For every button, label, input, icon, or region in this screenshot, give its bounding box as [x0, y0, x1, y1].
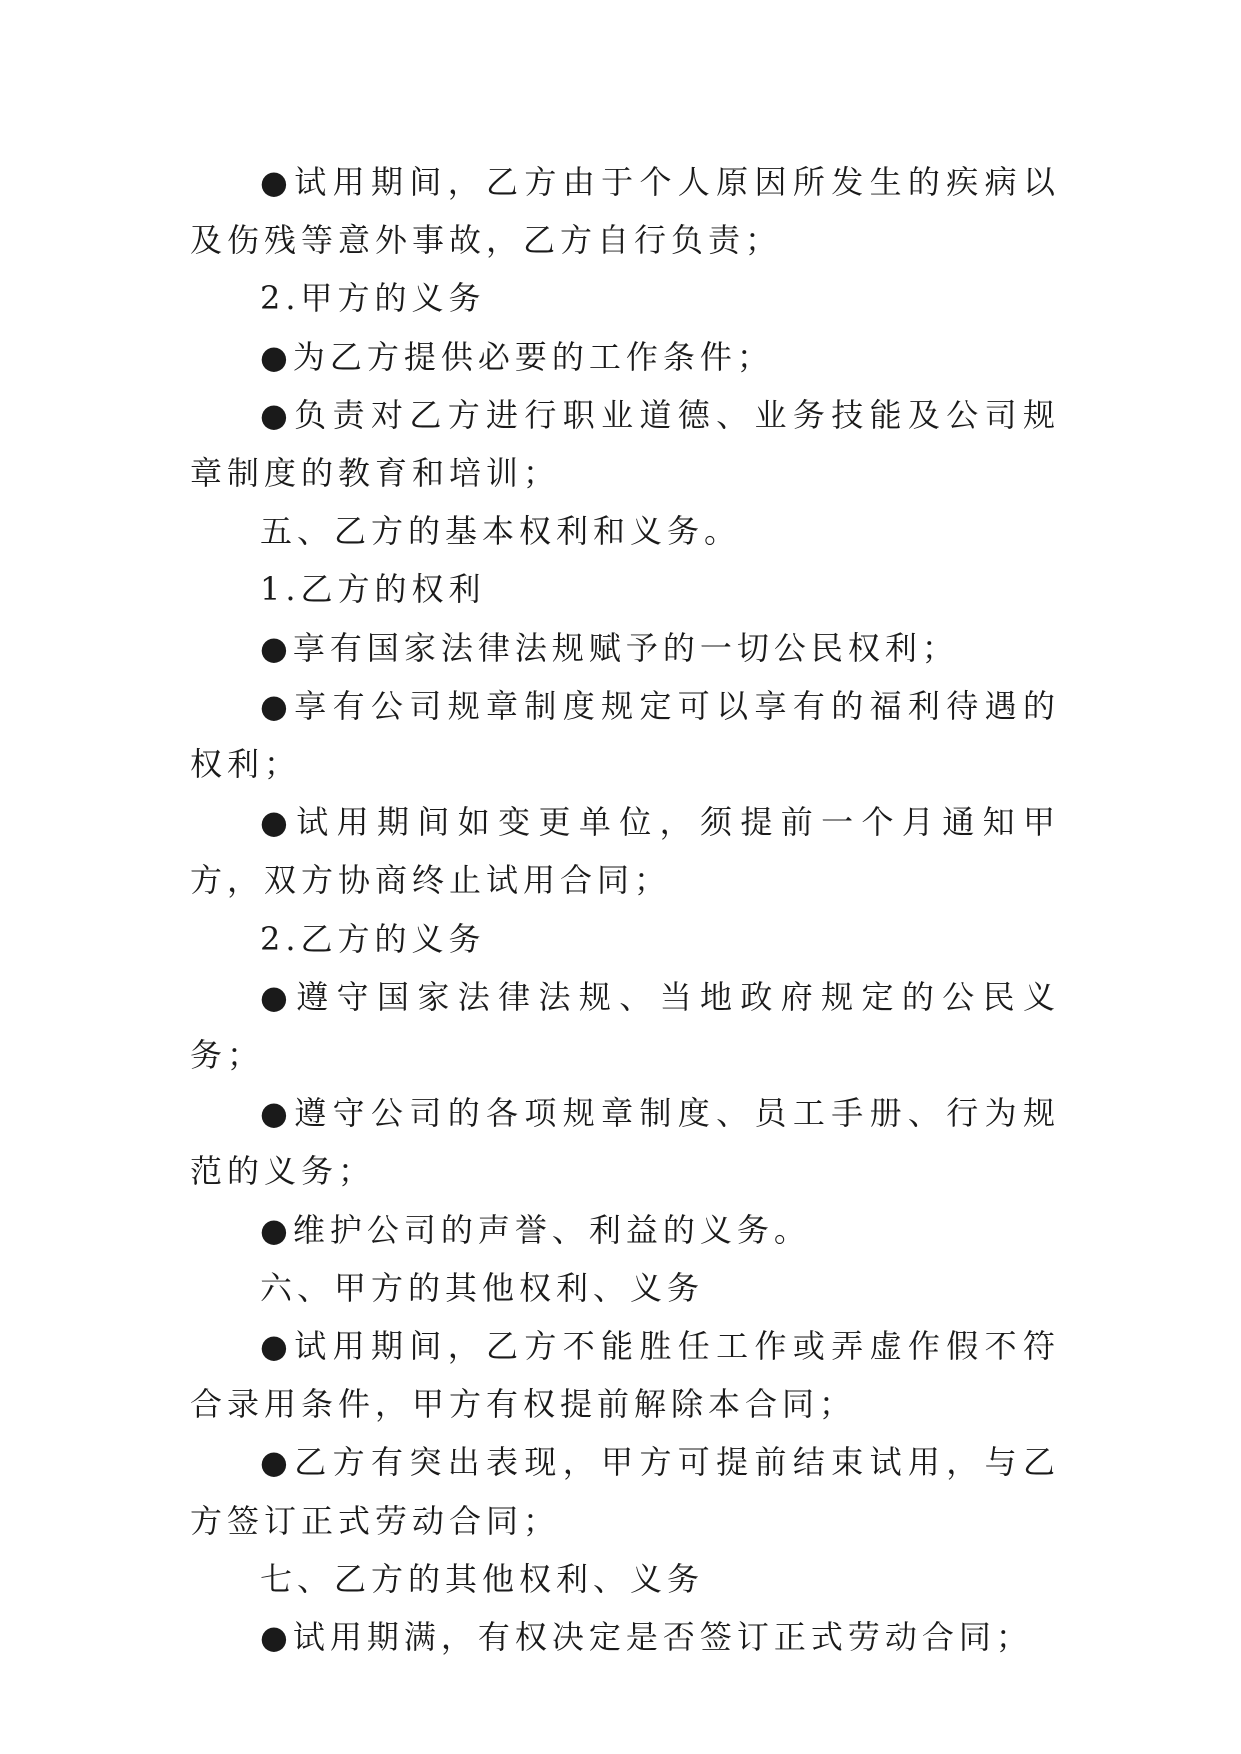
heading-party-b-rights: 1.乙方的权利	[260, 570, 486, 609]
paragraph-change-employer: ●试用期间如变更单位，须提前一个月通知甲方，双方协商终止试用合同；	[190, 803, 1060, 900]
paragraph-citizen-obligations: ●遵守国家法律法规、当地政府规定的公民义务；	[190, 977, 1060, 1075]
paragraph-training: ●负责对乙方进行职业道德、业务技能及公司规章制度的教育和培训；	[190, 395, 1060, 493]
document-body	[190, 153, 1060, 1666]
heading-section-seven: 七、乙方的其他权利、义务	[260, 1559, 705, 1598]
paragraph-injury-responsibility: ●试用期间，乙方由于个人原因所发生的疾病以及伤残等意外事故，乙方自行负责；	[190, 163, 1060, 260]
heading-section-six: 六、甲方的其他权利、义务	[260, 1268, 705, 1307]
paragraph-contract-decision: ●试用期满，有权决定是否签订正式劳动合同；	[260, 1618, 1033, 1657]
paragraph-welfare-rights: ●享有公司规章制度规定可以享有的福利待遇的权利；	[190, 686, 1060, 784]
heading-party-b-obligations: 2.乙方的义务	[260, 919, 486, 958]
paragraph-company-rules: ●遵守公司的各项规章制度、员工手册、行为规范的义务；	[190, 1094, 1060, 1191]
paragraph-citizen-rights: ●享有国家法律法规赋予的一切公民权利；	[260, 628, 959, 667]
heading-party-a-obligations: 2.甲方的义务	[260, 279, 486, 318]
heading-section-five: 五、乙方的基本权利和义务。	[260, 512, 742, 551]
paragraph-company-reputation: ●维护公司的声誉、利益的义务。	[260, 1210, 811, 1249]
paragraph-early-termination: ●试用期间，乙方不能胜任工作或弄虚作假不符合录用条件，甲方有权提前解除本合同；	[190, 1327, 1060, 1424]
paragraph-early-completion: ●乙方有突出表现，甲方可提前结束试用，与乙方签订正式劳动合同；	[190, 1443, 1060, 1540]
paragraph-work-conditions: ●为乙方提供必要的工作条件；	[260, 337, 774, 376]
